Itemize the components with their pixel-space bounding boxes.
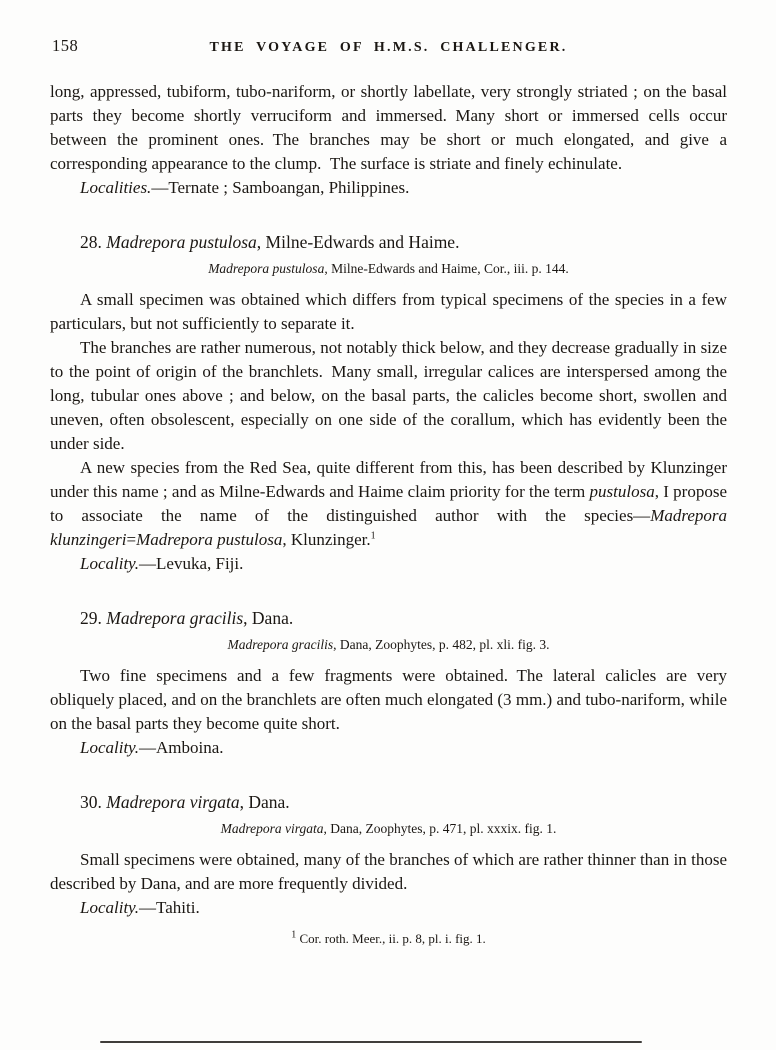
locality-line [50, 552, 727, 576]
localities-value: —Ternate ; Samboangan, Philippines. [151, 178, 410, 197]
species-name-inline: Madrepora klunzingeri [50, 506, 727, 549]
continuation-section [50, 80, 727, 200]
text-run: , Klunzinger. [282, 530, 371, 549]
citation-species: Madrepora pustulosa [208, 261, 325, 276]
species-section-28 [50, 230, 727, 576]
footnote-marker: 1 [370, 530, 376, 542]
species-number: 30. [80, 792, 102, 812]
footnote-text: Cor. roth. Meer., ii. p. 8, pl. i. fig. 1. [299, 931, 486, 946]
text-run: = [126, 530, 137, 549]
species-authority: , Milne-Edwards and Haime. [256, 232, 460, 252]
text-run: A new species from the Red Sea, quite different from this, has been described by Klunzinger under this name ; and as Milne-Edwards and Haime claim priority for the term [50, 458, 727, 501]
text-run: , I propose to associate the name of the distinguished author with the species— [50, 482, 727, 525]
locality-label: Locality. [80, 898, 140, 917]
citation-reference: , Dana, Zoophytes, p. 482, pl. xli. fig. 3. [333, 637, 550, 652]
citation-species: Madrepora virgata [220, 821, 324, 836]
species-citation-29 [50, 636, 727, 654]
species-name: Madrepora pustulosa [106, 232, 257, 252]
locality-value: —Tahiti. [139, 898, 200, 917]
localities-line [50, 176, 727, 200]
paragraph-continuation: long, appressed, tubiform, tubo-nariform, or shortly labellate, very strongly striated ; on the basal parts they become shortly verruciform and immersed. Many short or immersed cells occur between the prominent ones. The branches may be short or much elongated, and give a corresponding appearance to the clump. The surface is striate and finely echinulate. [50, 82, 727, 173]
locality-label: Locality. [80, 554, 140, 573]
locality-value: —Amboina. [139, 738, 224, 757]
species-citation-28 [50, 260, 727, 278]
running-title: THE VOYAGE OF H.M.S. CHALLENGER. [209, 40, 568, 55]
paragraph: Two fine specimens and a few fragments were obtained. The lateral calicles are very obliquely placed, and on the branchlets are often much elongated (3 mm.) and tubo-nariform, while on the basal parts they become quite short. [50, 666, 727, 733]
locality-label: Locality. [80, 738, 140, 757]
footnote-marker: 1 [291, 929, 297, 941]
species-name-inline: Madrepora pustulosa [136, 530, 283, 549]
species-name-inline: pustulosa [589, 482, 655, 501]
page-footnote [50, 930, 727, 948]
paragraph: Small specimens were obtained, many of the branches of which are rather thinner than in those described by Dana, and are more frequently divided. [50, 850, 727, 893]
species-authority: , Dana. [243, 608, 294, 628]
locality-line [50, 896, 727, 920]
species-heading-28 [50, 230, 727, 254]
species-heading-30 [50, 790, 727, 814]
paragraph: The branches are rather numerous, not notably thick below, and they decrease gradually in size to the point of origin of the branchlets. Many small, irregular calices are interspersed among the long, tubular ones above ; and below, on the basal parts, the calicles become short, swollen and uneven, often obsolescent, especially on one side of the corallum, which has evidently been the under side. [50, 338, 727, 453]
species-number: 28. [80, 232, 102, 252]
localities-label: Localities. [80, 178, 152, 197]
species-name: Madrepora gracilis [106, 608, 244, 628]
species-number: 29. [80, 608, 102, 628]
species-heading-29 [50, 606, 727, 630]
page-edge-scan-line [100, 1041, 642, 1043]
paragraph: A small specimen was obtained which differs from typical specimens of the species in a few particulars, but not sufficiently to separate it. [50, 290, 727, 333]
paragraph [50, 456, 727, 552]
citation-species: Madrepora gracilis [227, 637, 334, 652]
page-number: 158 [52, 36, 79, 55]
locality-value: —Levuka, Fiji. [139, 554, 244, 573]
locality-line [50, 736, 727, 760]
page-header [50, 34, 727, 56]
species-authority: , Dana. [239, 792, 290, 812]
species-section-30 [50, 790, 727, 920]
citation-reference: , Dana, Zoophytes, p. 471, pl. xxxix. fig. 1. [323, 821, 557, 836]
citation-reference: , Milne-Edwards and Haime, Cor., iii. p. 144. [324, 261, 569, 276]
species-citation-30 [50, 820, 727, 838]
species-name: Madrepora virgata [106, 792, 240, 812]
species-section-29 [50, 606, 727, 760]
